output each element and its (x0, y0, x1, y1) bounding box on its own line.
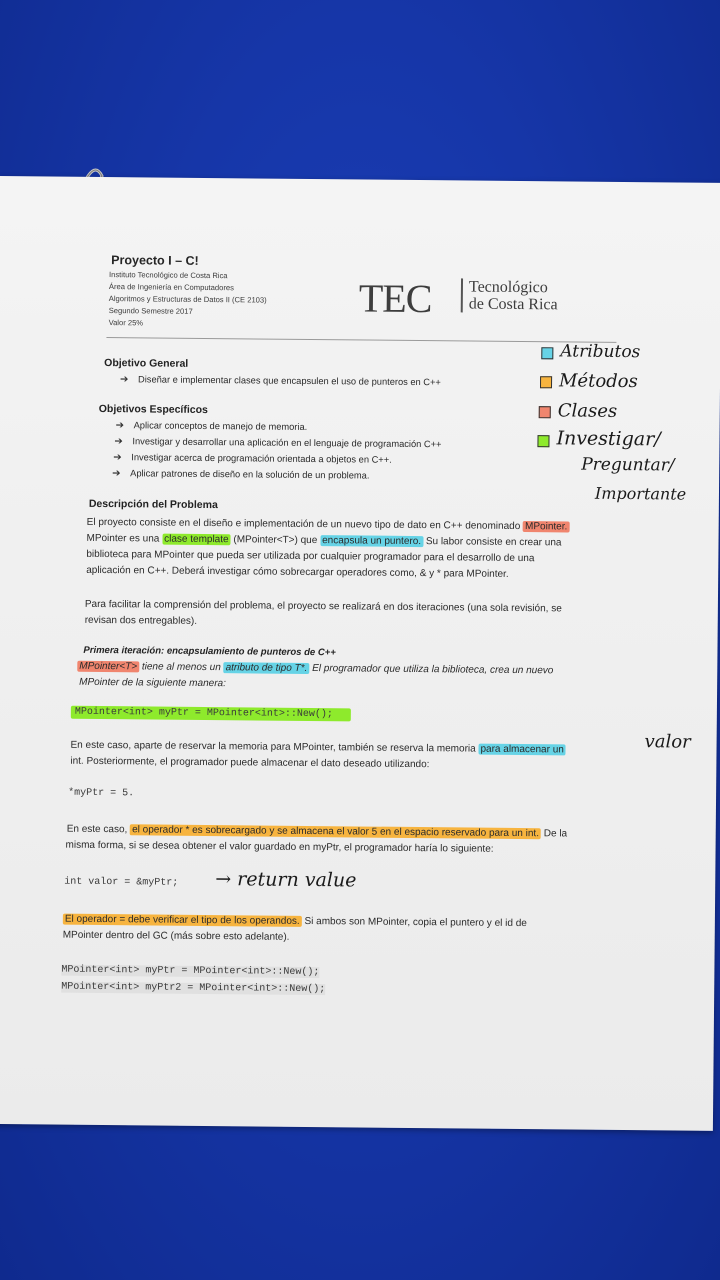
header-line: Instituto Tecnológico de Costa Rica (109, 270, 228, 281)
highlight-green: MPointer<int> myPtr = MPointer<int>::New(); (71, 706, 351, 722)
highlight-blue: encapsula un puntero. (322, 535, 422, 548)
paragraph-line: En este caso, el operador * es sobrecargado y se almacena el valor 5 en el espacio reservado para un int. De la (66, 823, 568, 840)
legend-swatch-green (537, 435, 549, 447)
handwritten-legend: Preguntar/ (581, 454, 675, 476)
tec-logo: TEC (358, 275, 432, 322)
list-item: ➔ Aplicar patrones de diseño en la solución de un problema. (112, 468, 370, 481)
arrow-icon: ➔ (112, 468, 121, 480)
handwritten-legend: Importante (594, 483, 687, 504)
paragraph-line: MPointer es una clase template (MPointer<T>) que encapsula un puntero. Su labor consiste en crear una (86, 532, 562, 549)
highlight-green: clase template (164, 533, 229, 546)
paragraph-line: biblioteca para MPointer que pueda ser utilizada por cualquier programador para el desarrollo de una (86, 548, 535, 565)
highlight-blue: atributo de tipo T*. (225, 662, 308, 674)
arrow-icon: ➔ (113, 452, 122, 464)
paragraph-line: revisan dos entregables). (84, 614, 198, 627)
code-line (71, 707, 351, 721)
arrow-icon: ➔ (115, 420, 125, 432)
header-line: Área de Ingeniería en Computadores (108, 282, 234, 293)
legend-swatch-orange (540, 376, 552, 388)
logo-name-line1: Tecnológico (468, 278, 548, 297)
handwritten-legend: Clases (557, 400, 618, 422)
project-title: Proyecto I – C! (111, 253, 199, 268)
arrow-icon: ➔ (119, 374, 129, 386)
highlight-blue: para almacenar un (480, 743, 564, 756)
list-item: ➔ Diseñar e implementar clases que encapsulen el uso de punteros en C++ (119, 374, 441, 388)
paragraph-line: MPointer dentro del GC (más sobre esto adelante). (62, 929, 290, 943)
code-line: MPointer<int> myPtr = MPointer<int>::New(); (61, 964, 320, 979)
list-item: ➔ Investigar acerca de programación orientada a objetos en C++. (113, 452, 392, 465)
objetivos-especificos-heading: Objetivos Específicos (98, 402, 208, 417)
paragraph-line: aplicación en C++. Deberá investigar cómo sobrecargar operadores como, & y * para MPointer. (86, 564, 509, 580)
legend-swatch-blue (541, 347, 553, 359)
iteracion-heading: Primera iteración: encapsulamiento de punteros de C++ (83, 644, 336, 659)
handwritten-note: valor (644, 731, 691, 753)
highlight-orange: el operador * es sobrecargado y se almacena el valor 5 en el espacio reservado para un int. (132, 824, 540, 840)
code-line: MPointer<int> myPtr2 = MPointer<int>::New(); (61, 981, 326, 996)
paragraph-line: MPointer<T> tiene al menos un atributo de tipo T*. El programador que utiliza la biblioteca, crea un nuevo (79, 660, 554, 677)
paragraph-line: misma forma, si se desea obtener el valor guardado en myPtr, el programador haría lo siguiente: (65, 839, 494, 855)
header-line: Algoritmos y Estructuras de Datos II (CE 2103) (108, 294, 267, 305)
header-line: Valor 25% (108, 318, 144, 328)
highlight-red: MPointer. (525, 521, 568, 533)
document-page (0, 176, 720, 1131)
logo-divider (461, 278, 463, 312)
highlight-orange: El operador = debe verificar el tipo de los operandos. (64, 913, 300, 927)
logo-name-line2: de Costa Rica (468, 295, 558, 314)
header-divider (106, 337, 616, 343)
list-item: ➔ Aplicar conceptos de manejo de memoria. (115, 420, 308, 432)
highlight-red: MPointer<T> (79, 660, 138, 673)
code-line: *myPtr = 5. (68, 787, 135, 800)
paragraph-line: Para facilitar la comprensión del problema, el proyecto se realizará en dos iteraciones (una sola revisión, se (84, 598, 562, 615)
code-line: int valor = &myPtr; (64, 876, 179, 889)
handwritten-legend: Métodos (558, 370, 638, 393)
handwritten-legend: Investigar/ (556, 427, 661, 451)
paragraph-line: El operador = debe verificar el tipo de los operandos. Si ambos son MPointer, copia el puntero y el id de (64, 913, 527, 930)
handwritten-note: → return value (215, 868, 357, 892)
paragraph-line: En este caso, aparte de reservar la memoria para MPointer, también se reserva la memoria para almacenar un (70, 739, 564, 756)
descripcion-heading: Descripción del Problema (88, 497, 218, 512)
header-line: Segundo Semestre 2017 (108, 306, 193, 316)
handwritten-legend: Atributos (560, 341, 641, 363)
objetivo-general-heading: Objetivo General (104, 357, 189, 370)
arrow-icon: ➔ (114, 436, 123, 448)
legend-swatch-red (539, 406, 551, 418)
list-item: ➔ Investigar y desarrollar una aplicación en el lenguaje de programación C++ (114, 436, 442, 450)
paragraph-line: El proyecto consiste en el diseño e implementación de un nuevo tipo de dato en C++ denominado MPointer. (86, 516, 568, 533)
paragraph-line: int. Posteriormente, el programador puede almacenar el dato deseado utilizando: (70, 755, 430, 771)
paragraph-line: MPointer de la siguiente manera: (79, 676, 226, 690)
